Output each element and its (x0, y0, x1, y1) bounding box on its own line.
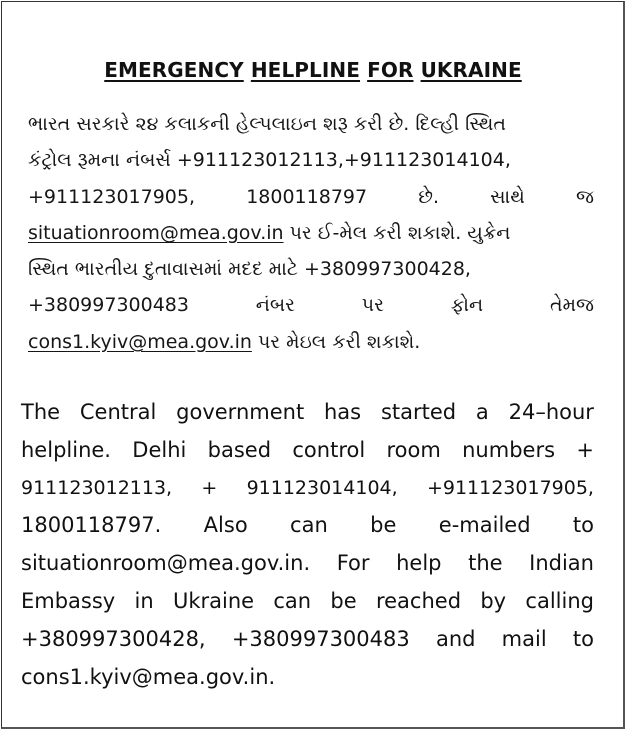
english-line-3 (21, 470, 594, 508)
english-word: be (370, 513, 397, 538)
gujarati-line-3-word: 1800118797 (246, 185, 368, 208)
title-word-emergency: EMERGENCY (104, 58, 244, 82)
gujarati-line-6-word: પર (361, 294, 384, 317)
english-word: the (468, 551, 503, 576)
english-word: has (324, 400, 362, 424)
gujarati-line-1: ભારત સરકારે ૨૪ કલાકની હેલ્પલાઇન શરૂ કરી છે. દિલ્હી સ્થિત (28, 113, 506, 135)
gujarati-line-5: સ્થિત ભારતીય દુતાવાસમાં મદદ માટે +380997300428, (28, 258, 471, 281)
english-line-4 (21, 507, 594, 545)
english-word: For (336, 551, 370, 576)
gujarati-line-6-word: +380997300483 (28, 294, 189, 317)
english-word: The (21, 400, 61, 424)
english-word: in (134, 588, 154, 613)
english-word: Also (203, 513, 248, 538)
situationroom-email-text-en: situationroom@mea.gov.in. (21, 551, 311, 576)
english-word: helpline. (21, 437, 111, 462)
title-word-for: FOR (367, 58, 414, 82)
gujarati-line-7 (28, 324, 594, 360)
title-word-ukraine: UKRAINE (420, 58, 522, 82)
english-word: mail (501, 626, 547, 651)
english-word: e-mailed (438, 513, 531, 538)
title-word-helpline: HELPLINE (250, 58, 361, 82)
english-word: + (576, 437, 594, 462)
english-line-5 (21, 545, 594, 583)
english-word: 24–hour (508, 400, 594, 424)
gujarati-line-3-word: +911123017905, (28, 185, 196, 208)
gujarati-line-3-word: છે. (418, 185, 439, 208)
page-title (2, 58, 624, 82)
english-word: be (330, 588, 357, 613)
english-word: +911123017905, (426, 476, 594, 499)
english-word: reached (375, 588, 462, 613)
english-word: +380997300428, (21, 626, 206, 651)
english-line-1 (21, 394, 594, 432)
english-word: 1800118797. (21, 513, 162, 538)
gujarati-line-7-rest: પર મેઇલ કરી શકાશે. (251, 330, 421, 353)
english-word: a (475, 400, 489, 424)
english-word: 911123014104, (246, 476, 398, 499)
gujarati-line-3-word: સાથે (490, 185, 525, 208)
gujarati-line-3 (28, 179, 594, 215)
english-word: Ukraine (172, 588, 255, 613)
gujarati-line-2: કંટ્રોલ રૂમના નંબર્સ +911123012113,+911123014104, (28, 149, 511, 172)
english-word: Embassy (21, 588, 116, 613)
english-line-6 (21, 583, 594, 621)
english-word: room (386, 437, 441, 462)
gujarati-line-3-word: જ (575, 185, 594, 208)
english-word: +380997300483 (231, 626, 410, 651)
english-word: 911123012113, (21, 476, 173, 499)
gujarati-line-6-word: ફોન (450, 294, 484, 317)
english-word: Central (79, 400, 157, 424)
english-paragraph (21, 394, 594, 696)
gujarati-line-6-word: તેમજ (550, 294, 594, 317)
gujarati-paragraph (28, 106, 594, 360)
gujarati-line-4-rest: પર ઈ-મેલ કરી શકાશે. યુક્રેન (283, 221, 511, 244)
english-word: and (435, 626, 476, 651)
english-word: Delhi (132, 437, 187, 462)
cons1-email-link-gu[interactable]: cons1.kyiv@mea.gov.in (28, 330, 252, 353)
situationroom-email-link-gu[interactable]: situationroom@mea.gov.in (28, 221, 284, 244)
cons1-email-text-en: cons1.kyiv@mea.gov.in. (21, 664, 276, 689)
english-word: Indian (529, 551, 594, 576)
gujarati-line-6 (28, 287, 594, 323)
english-line-8 (21, 659, 594, 697)
english-word: by (480, 588, 507, 613)
english-word: to (572, 626, 594, 651)
document-page (1, 1, 625, 729)
english-word: control (292, 437, 366, 462)
gujarati-line-4 (28, 215, 594, 251)
english-word: can (290, 513, 328, 538)
english-word: can (273, 588, 312, 613)
english-word: help (396, 551, 442, 576)
english-word: to (572, 513, 594, 538)
english-line-2 (21, 432, 594, 470)
english-word: calling (525, 588, 594, 613)
gujarati-line-6-word: નંબર (255, 294, 296, 317)
english-word: numbers (462, 437, 556, 462)
english-word: government (176, 400, 305, 424)
english-word: started (380, 400, 457, 424)
english-word: + (201, 476, 218, 499)
english-line-7 (21, 621, 594, 659)
english-word: based (207, 437, 272, 462)
